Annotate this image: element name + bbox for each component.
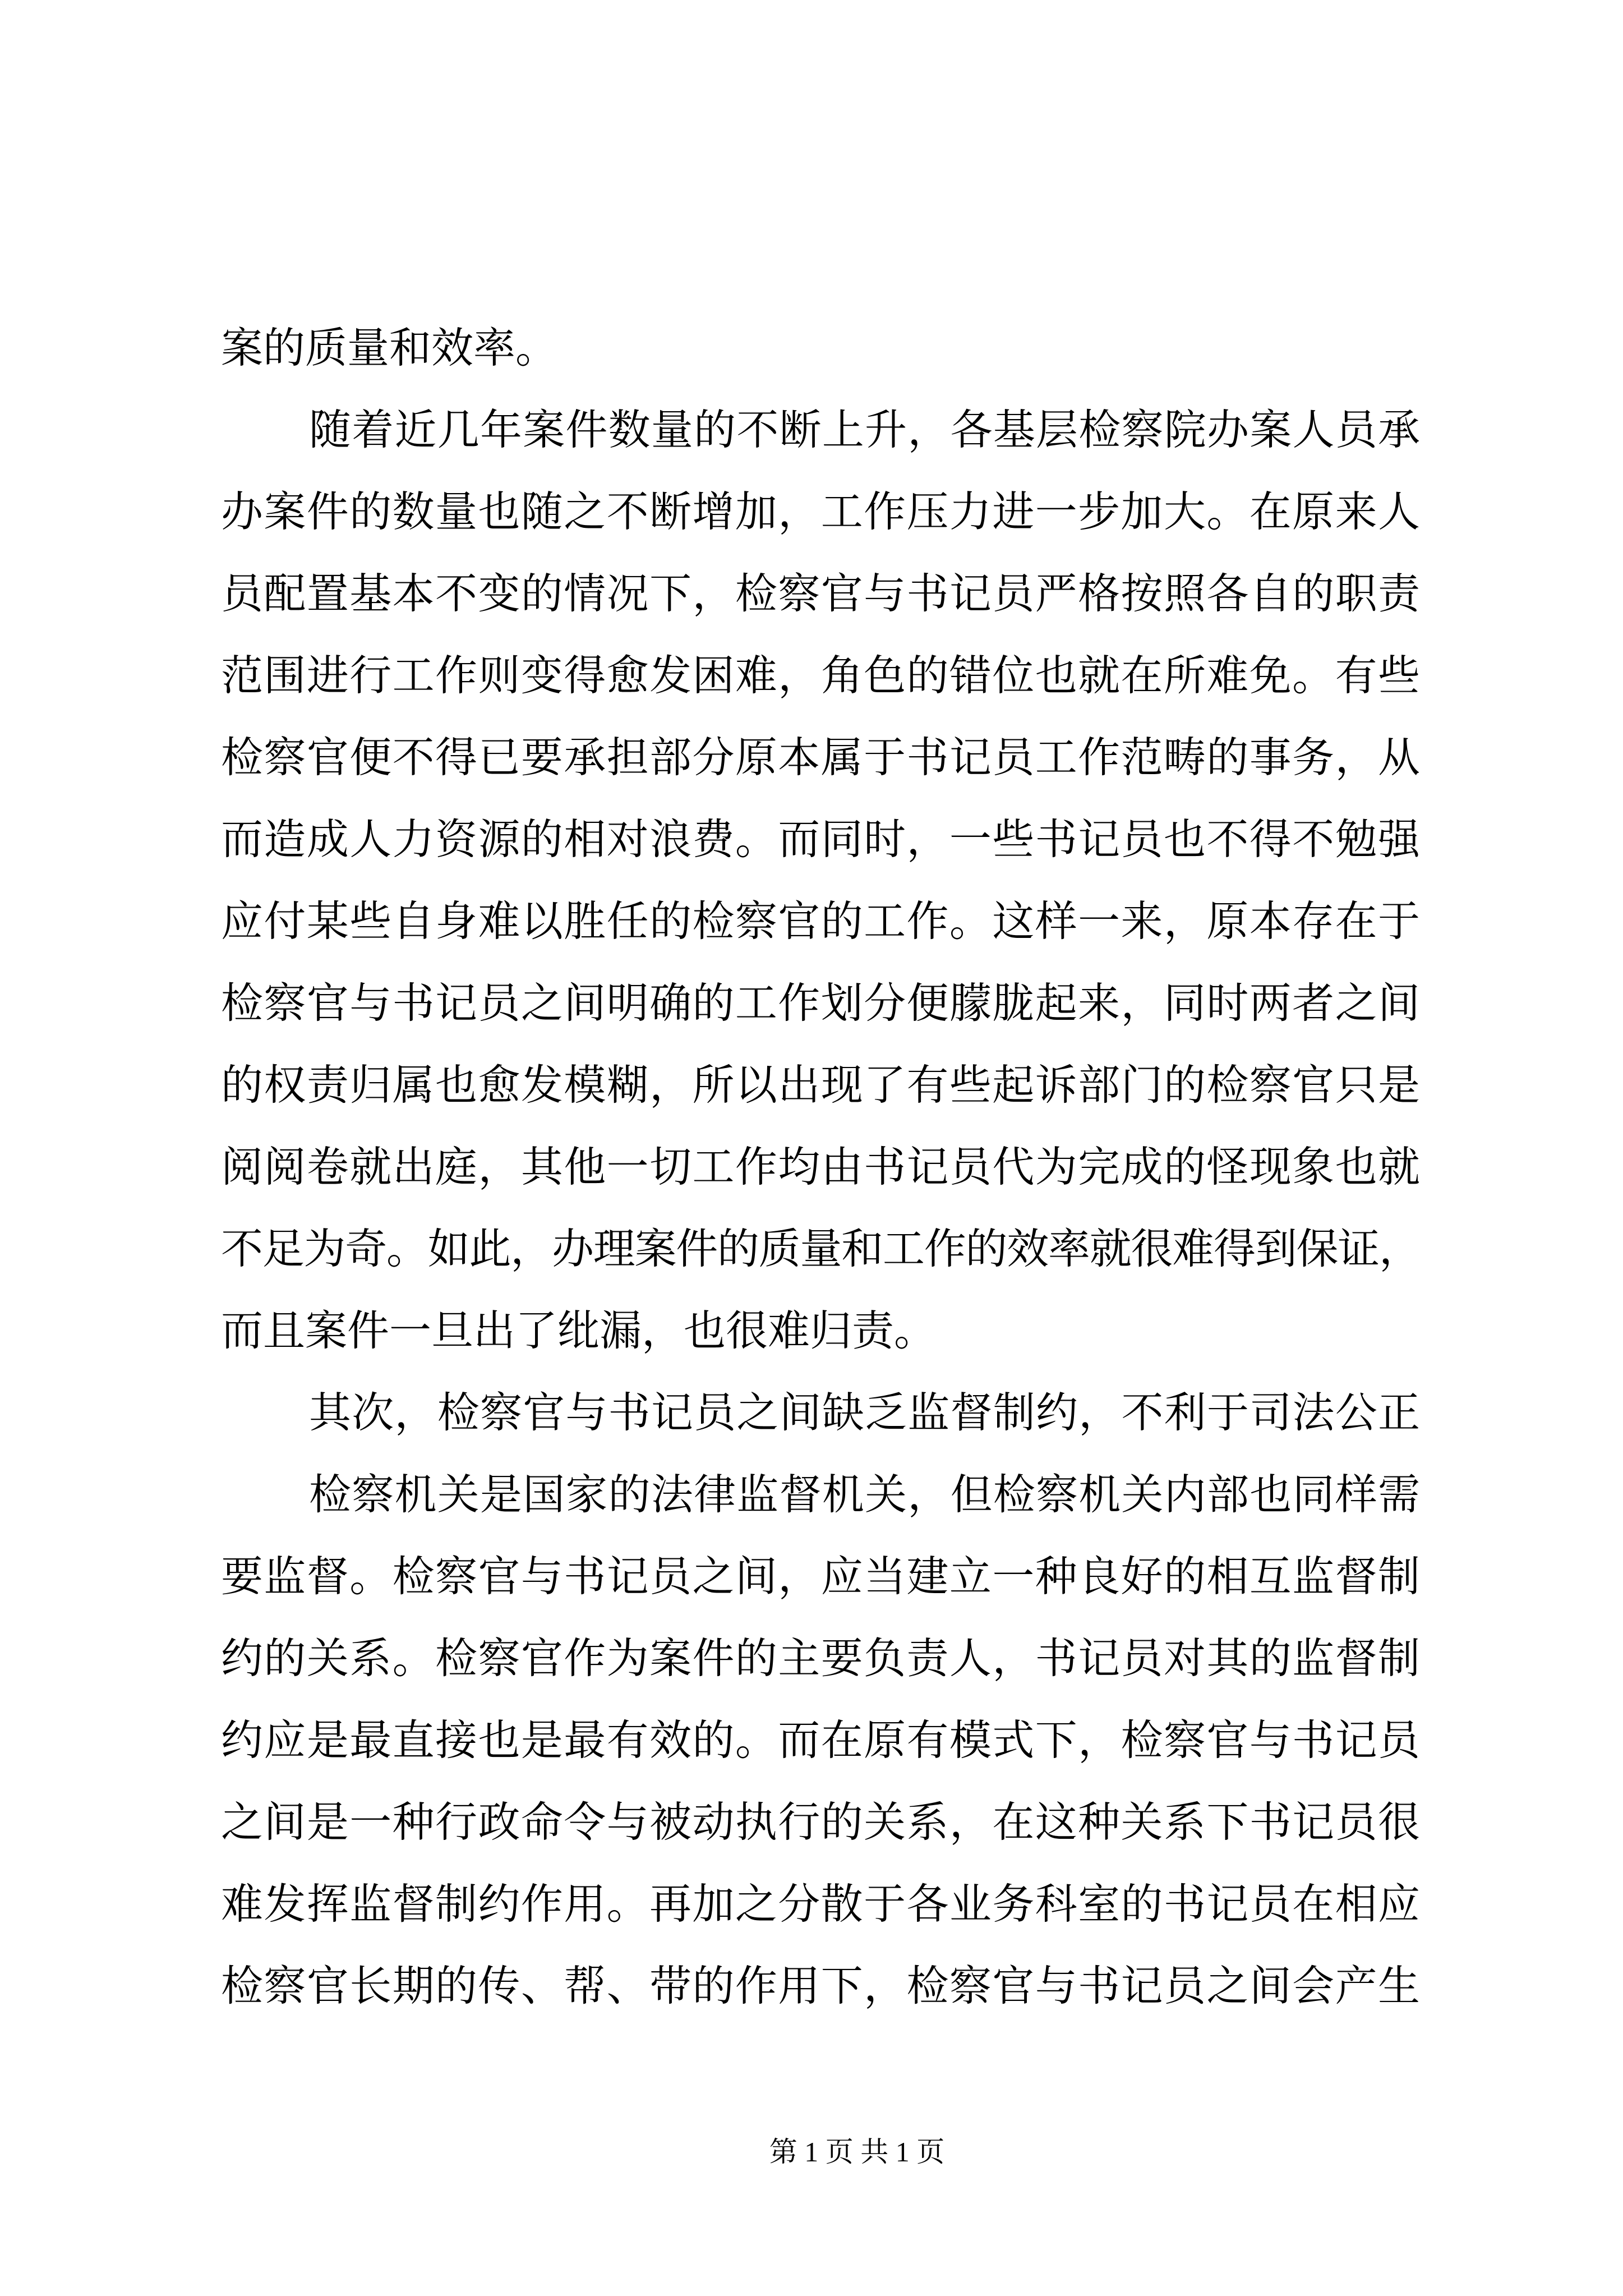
text-line: 约应是最直接也是最有效的。而在原有模式下，检察官与书记员 bbox=[221, 1718, 1420, 1764]
text-line: 案的质量和效率。 bbox=[221, 325, 558, 372]
text-line: 检察官便不得已要承担部分原本属于书记员工作范畴的事务，从 bbox=[221, 735, 1420, 781]
text-line: 办案件的数量也随之不断增加，工作压力进一步加大。在原来人 bbox=[221, 489, 1420, 536]
text-line: 范围进行工作则变得愈发困难，角色的错位也就在所难免。有些 bbox=[221, 653, 1420, 700]
document-body bbox=[221, 308, 1420, 2028]
text-line: 之间是一种行政命令与被动执行的关系，在这种关系下书记员很 bbox=[221, 1800, 1420, 1846]
section-heading-paragraph bbox=[221, 1373, 1420, 1455]
text-line: 难发挥监督制约作用。再加之分散于各业务科室的书记员在相应 bbox=[221, 1881, 1420, 1928]
text-line: 约的关系。检察官作为案件的主要负责人，书记员对其的监督制 bbox=[221, 1636, 1420, 1682]
text-line: 检察官与书记员之间明确的工作划分便朦胧起来，同时两者之间 bbox=[221, 981, 1420, 1027]
paragraph-supervision bbox=[221, 1455, 1420, 2028]
text-line: 检察机关是国家的法律监督机关，但检察机关内部也同样需 bbox=[309, 1472, 1420, 1519]
text-line: 而造成人力资源的相对浪费。而同时，一些书记员也不得不勉强 bbox=[221, 817, 1420, 863]
text-line: 员配置基本不变的情况下，检察官与书记员严格按照各自的职责 bbox=[221, 571, 1420, 618]
text-line: 随着近几年案件数量的不断上升，各基层检察院办案人员承 bbox=[309, 407, 1420, 454]
text-line: 不足为奇。如此，办理案件的质量和工作的效率就很难得到保证， bbox=[221, 1226, 1420, 1273]
paragraph-continued bbox=[221, 308, 1420, 390]
page-number-footer: 第 1 页 共 1 页 bbox=[769, 2136, 945, 2168]
text-line: 要监督。检察官与书记员之间，应当建立一种良好的相互监督制 bbox=[221, 1554, 1420, 1600]
text-line: 的权责归属也愈发模糊，所以出现了有些起诉部门的检察官只是 bbox=[221, 1062, 1420, 1109]
paragraph-role-confusion bbox=[221, 390, 1420, 1373]
text-line: 阅阅卷就出庭，其他一切工作均由书记员代为完成的怪现象也就 bbox=[221, 1144, 1420, 1191]
text-line: 其次，检察官与书记员之间缺乏监督制约，不利于司法公正 bbox=[309, 1390, 1420, 1437]
text-line: 检察官长期的传、帮、带的作用下，检察官与书记员之间会产生 bbox=[221, 1963, 1420, 2010]
text-line: 应付某些自身难以胜任的检察官的工作。这样一来，原本存在于 bbox=[221, 899, 1420, 945]
text-line: 而且案件一旦出了纰漏，也很难归责。 bbox=[221, 1308, 937, 1355]
